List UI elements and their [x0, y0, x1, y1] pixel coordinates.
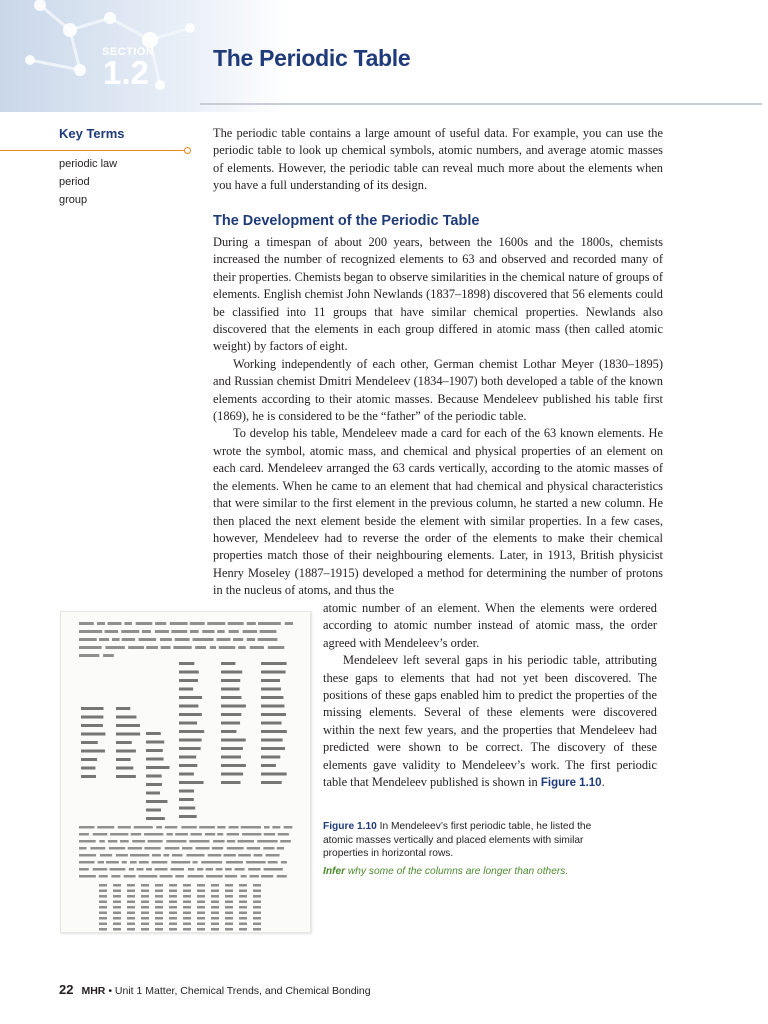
- infer-label: Infer: [323, 866, 346, 877]
- paragraph-gaps: [323, 652, 657, 792]
- key-term-item: periodic law: [59, 158, 118, 170]
- development-body-continued: [323, 600, 657, 792]
- figure-label: Figure 1.10: [323, 821, 377, 832]
- publisher-mark: MHR: [81, 985, 106, 997]
- page-title: The Periodic Table: [213, 45, 411, 71]
- infer-text: why some of the columns are longer than others.: [347, 866, 569, 877]
- key-terms-list: [59, 155, 117, 209]
- page-footer: [59, 982, 371, 997]
- intro-paragraph-block: [213, 125, 663, 195]
- key-terms-heading: Key Terms: [59, 126, 125, 141]
- key-terms-rule-dot: [184, 147, 191, 154]
- paragraph-moseley-continued: atomic number of an element. When the elements were ordered according to atomic number instead of atomic mass, the order agreed with Mendeleev’s order.: [323, 601, 657, 650]
- figure-caption-text: In Mendeleev’s first periodic table, he listed the atomic masses vertically and placed elements with similar properties in horizontal rows.: [323, 821, 592, 859]
- section-number: 1.2: [103, 54, 149, 91]
- paragraph-meyer-mendeleev: Working independently of each other, German chemist Lothar Meyer (1830–1895) and Russian chemist Dmitri Mendeleev (1834–1907) both developed a table of the known elements according to their atomic masses. Because Mendeleev published his table first (1869), he is considered to be the “father” of the periodic table.: [213, 356, 663, 424]
- development-heading: The Development of the Periodic Table: [213, 213, 480, 229]
- unit-title: Unit 1 Matter, Chemical Trends, and Chemical Bonding: [114, 985, 371, 997]
- development-body: [213, 234, 663, 600]
- figure-reference-link[interactable]: Figure 1.10: [540, 777, 602, 790]
- paragraph-mendeleev-cards: To develop his table, Mendeleev made a card for each of the 63 known elements. He wrote the symbol, atomic mass, and chemical and physical properties of an element on each card. Mendeleev arranged the 63 cards vertically, according to the atomic masses of the elements. When he came to an element that had chemical and physical characteristics that were similar to the first element in the previous column, he started a new column. He then placed the next element beside the element with similar properties. In a few cases, however, Mendeleev had to reverse the order of the elements to make their chemical properties match those of their neighbouring elements. Later, in 1913, British physicist Henry Moseley (1887–1915) developed a method for determining the number of protons in the nucleus of atoms, and thus the: [213, 426, 663, 598]
- page-number: 22: [59, 982, 74, 997]
- figure-caption: [323, 820, 623, 861]
- sentence-end: .: [601, 775, 605, 790]
- infer-prompt: [323, 866, 568, 877]
- mendeleev-table-image: [60, 611, 311, 933]
- paragraph-newlands: During a timespan of about 200 years, between the 1600s and the 1800s, chemists increased the number of recognized elements to 63 and observed and recorded many of their properties. Chemists began to observe similarities in the chemical nature of groups of elements. English chemist John Newlands (1837–1898) discovered that 56 elements could be classified into 11 groups that have similar chemical properties. Newlands also discovered that the elements in each group differed in atomic mass (then called atomic weight) by factors of eight.: [213, 235, 663, 354]
- header-rule: [200, 103, 762, 105]
- footer-separator: •: [108, 985, 112, 997]
- key-term-item: period: [59, 176, 90, 188]
- section-label: SECTION: [102, 46, 155, 58]
- key-term-item: group: [59, 194, 88, 206]
- gaps-text: Mendeleev left several gaps in his periodic table, attributing these gaps to elements that had not yet been discovered. The positions of these gaps enabled him to predict the properties of the missing elements. Several of these elements were discovered within the next few years, and the properties that Mendeleev had predicted were shown to be correct. The discovery of these elements gave validity to Mendeleev’s work. The first periodic table that Mendeleev published is shown in: [323, 653, 657, 790]
- intro-paragraph: The periodic table contains a large amount of useful data. For example, you can use the periodic table to look up chemical symbols, atomic numbers, and average atomic masses of elements. However, the periodic table can reveal much more about the elements when you have a full understanding of its design.: [213, 126, 663, 193]
- key-terms-rule: [0, 150, 186, 151]
